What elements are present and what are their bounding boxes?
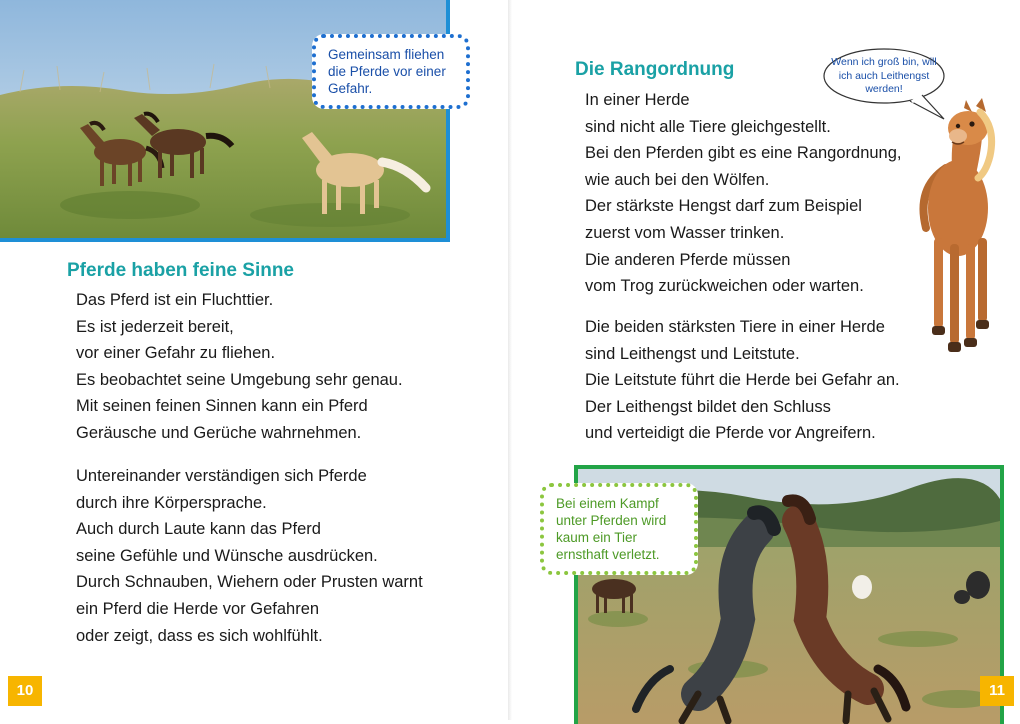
section-heading-senses: Pferde haben feine Sinne	[67, 260, 294, 281]
text-line: Geräusche und Gerüche wahrnehmen.	[76, 423, 362, 442]
text-line: Bei den Pferden gibt es eine Rangordnung,	[585, 144, 902, 163]
left-page	[0, 0, 510, 720]
speech-bubble-text: Wenn ich groß bin, will ich auch Leithengst werden!	[831, 56, 937, 95]
photo-caption-fighting	[540, 483, 698, 575]
paragraph-hierarchy-1	[585, 87, 901, 300]
text-line: Der stärkste Hengst darf zum Beispiel	[585, 197, 862, 216]
section-heading-hierarchy: Die Rangordnung	[575, 59, 735, 80]
text-line: Die anderen Pferde müssen	[585, 250, 791, 269]
page-number-right: 11	[980, 676, 1014, 706]
photo-caption-galloping-text: Gemeinsam fliehen die Pferde vor einer Gefahr.	[328, 47, 446, 96]
text-line: Es ist jederzeit bereit,	[76, 317, 234, 336]
text-line: Die Leitstute führt die Herde bei Gefahr an.	[585, 371, 900, 390]
text-line: Die beiden stärksten Tiere in einer Herde	[585, 318, 885, 336]
text-line: vom Trog zurückweichen oder warten.	[585, 277, 864, 296]
photo-caption-fighting-text: Bei einem Kampf unter Pferden wird kaum ein Tier ernsthaft verletzt.	[556, 496, 667, 562]
text-line: wie auch bei den Wölfen.	[585, 170, 770, 189]
text-line: Durch Schnauben, Wiehern oder Prusten warnt	[76, 573, 423, 592]
text-line: oder zeigt, dass es sich wohlfühlt.	[76, 626, 323, 645]
photo-caption-galloping	[312, 34, 470, 109]
text-line: sind nicht alle Tiere gleichgestellt.	[585, 117, 831, 136]
text-line: Das Pferd ist ein Fluchttier.	[76, 291, 274, 309]
page-number-left: 10	[8, 676, 42, 706]
text-line: seine Gefühle und Wünsche ausdrücken.	[76, 546, 378, 565]
paragraph-hierarchy-2	[585, 314, 900, 447]
text-line: Auch durch Laute kann das Pferd	[76, 520, 321, 539]
text-line: In einer Herde	[585, 91, 690, 109]
text-line: ein Pferd die Herde vor Gefahren	[76, 599, 320, 618]
text-line: Mit seinen feinen Sinnen kann ein Pferd	[76, 397, 368, 416]
text-line: Es beobachtet seine Umgebung sehr genau.	[76, 370, 403, 389]
text-line: Untereinander verständigen sich Pferde	[76, 467, 367, 485]
book-gutter	[508, 0, 512, 720]
text-line: zuerst vom Wasser trinken.	[585, 223, 785, 242]
cartoon-foal	[906, 98, 1002, 360]
text-line: vor einer Gefahr zu fliehen.	[76, 344, 276, 363]
paragraph-senses-1	[76, 287, 403, 447]
text-line: Der Leithengst bildet den Schluss	[585, 397, 831, 416]
text-line: und verteidigt die Pferde vor Angreifern.	[585, 424, 876, 443]
text-line: sind Leithengst und Leitstute.	[585, 344, 800, 363]
paragraph-senses-2	[76, 463, 423, 649]
text-line: durch ihre Körpersprache.	[76, 493, 267, 512]
